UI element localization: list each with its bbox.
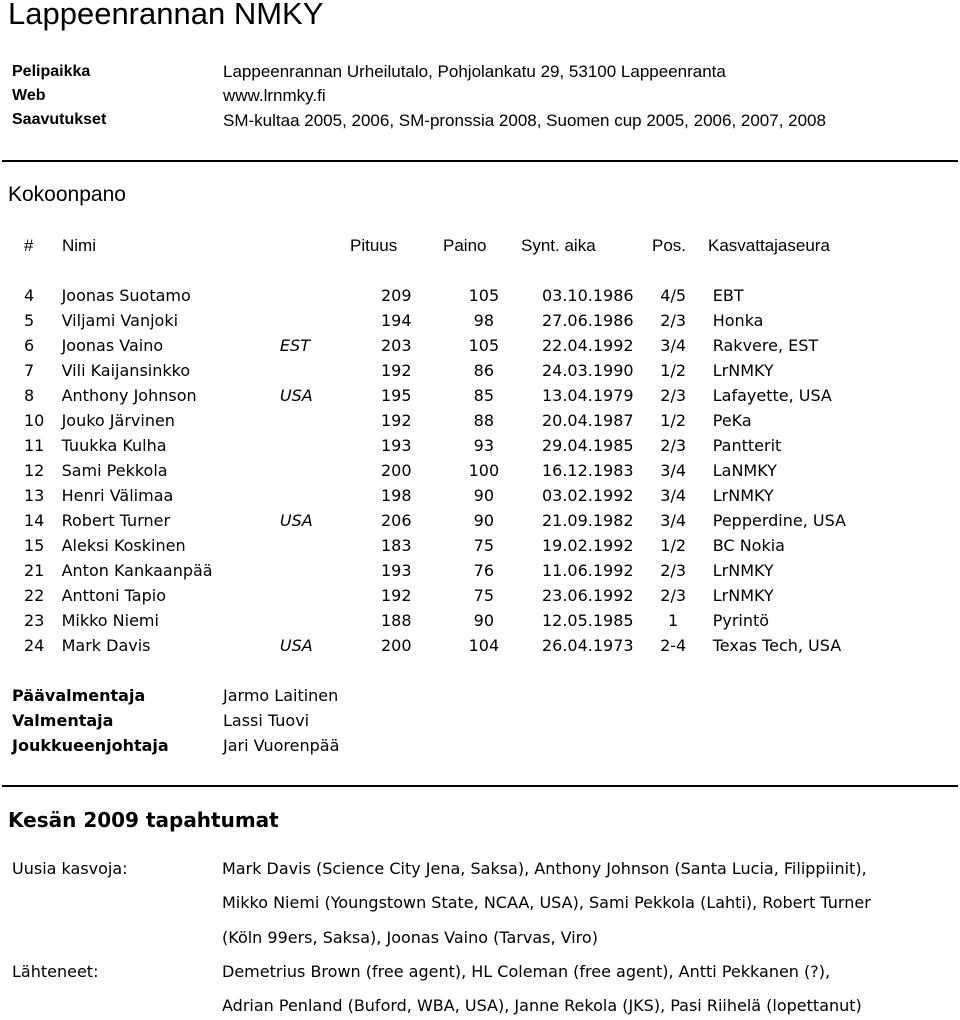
player-number: 8: [24, 386, 35, 405]
player-name: Anton Kankaanpää: [61, 561, 213, 580]
player-birthdate: 16.12.1983: [541, 461, 634, 480]
player-name: Tuukka Kulha: [61, 436, 167, 455]
player-name: Aleksi Koskinen: [61, 536, 186, 555]
player-weight: 93: [473, 436, 495, 455]
player-weight: 90: [473, 486, 495, 505]
player-height: 195: [380, 386, 412, 405]
staff-label-coach: Valmentaja: [12, 711, 114, 730]
player-weight: 86: [473, 361, 495, 380]
player-birthdate: 22.04.1992: [541, 336, 634, 355]
table-row: [0, 508, 960, 533]
departed-players-line: Demetrius Brown (free agent), HL Coleman (free agent), Antti Pekkanen (?),: [222, 962, 831, 981]
player-number: 4: [24, 286, 35, 305]
player-home-club: Lafayette, USA: [712, 386, 832, 405]
player-nationality: USA: [279, 386, 313, 405]
header-height: Pituus: [350, 236, 398, 255]
player-number: 6: [24, 336, 35, 355]
player-number: 5: [24, 311, 35, 330]
player-birthdate: 29.04.1985: [541, 436, 634, 455]
player-nationality: [280, 358, 357, 383]
player-birthdate: 11.06.1992: [541, 561, 634, 580]
player-nationality: [280, 433, 357, 458]
player-weight: 98: [473, 311, 495, 330]
player-weight: 76: [473, 561, 495, 580]
info-label-web: Web: [12, 87, 46, 104]
table-row: [0, 333, 960, 358]
header-name: Nimi: [62, 236, 96, 255]
player-position: 2/3: [660, 561, 687, 580]
table-row: [0, 483, 960, 508]
player-home-club: Pantterit: [712, 436, 782, 455]
player-home-club: Pyrintö: [712, 611, 770, 630]
player-weight: 105: [468, 286, 500, 305]
header-position: Pos.: [652, 236, 687, 255]
player-position: 1/2: [660, 361, 687, 380]
player-height: 192: [380, 361, 412, 380]
player-position: 2-4: [660, 636, 687, 655]
player-nationality: [280, 533, 357, 558]
player-position: 3/4: [660, 486, 687, 505]
table-row: [0, 558, 960, 583]
player-height: 188: [380, 611, 412, 630]
player-name: Viljami Vanjoki: [61, 311, 179, 330]
header-number: #: [24, 236, 34, 255]
player-weight: 75: [473, 586, 495, 605]
player-birthdate: 27.06.1986: [541, 311, 634, 330]
player-height: 200: [380, 461, 412, 480]
table-row: [0, 608, 960, 633]
departed-players-label: Lähteneet:: [12, 962, 99, 981]
player-name: Robert Turner: [61, 511, 171, 530]
header-home-club: Kasvattajaseura: [708, 236, 830, 255]
player-nationality: [280, 283, 357, 308]
player-home-club: EBT: [712, 286, 744, 305]
info-label-achievements: Saavutukset: [12, 111, 107, 128]
player-home-club: PeKa: [712, 411, 752, 430]
roster-section-heading: Kokoonpano: [8, 183, 126, 206]
player-home-club: LrNMKY: [712, 486, 774, 505]
player-number: 7: [24, 361, 35, 380]
new-players-line: (Köln 99ers, Saksa), Joonas Vaino (Tarvas, Viro): [222, 928, 598, 947]
player-position: 2/3: [660, 586, 687, 605]
player-position: 1/2: [660, 411, 687, 430]
table-row: [0, 283, 960, 308]
player-height: 193: [380, 561, 412, 580]
player-number: 13: [24, 486, 45, 505]
player-nationality: [280, 408, 357, 433]
info-value-venue: Lappeenrannan Urheilutalo, Pohjolankatu 29, 53100 Lappeenranta: [223, 62, 726, 81]
page-title: Lappeenrannan NMKY: [8, 0, 324, 31]
player-number: 21: [24, 561, 45, 580]
table-row: [0, 358, 960, 383]
departed-players-line: Adrian Penland (Buford, WBA, USA), Janne Rekola (JKS), Pasi Riihelä (lopettanut): [222, 996, 862, 1015]
player-height: 192: [380, 411, 412, 430]
table-row: [0, 533, 960, 558]
player-number: 22: [24, 586, 45, 605]
player-name: Jouko Järvinen: [61, 411, 175, 430]
player-home-club: Rakvere, EST: [712, 336, 819, 355]
new-players-label: Uusia kasvoja:: [12, 859, 128, 878]
player-weight: 100: [468, 461, 500, 480]
player-position: 3/4: [660, 511, 687, 530]
staff-label-head-coach: Päävalmentaja: [12, 686, 146, 705]
player-nationality: [280, 608, 357, 633]
info-label-venue: Pelipaikka: [12, 63, 91, 80]
staff-value-team-manager: Jari Vuorenpää: [223, 736, 340, 755]
staff-value-head-coach: Jarmo Laitinen: [223, 686, 339, 705]
player-birthdate: 24.03.1990: [541, 361, 634, 380]
player-name: Vili Kaijansinkko: [61, 361, 191, 380]
player-weight: 105: [468, 336, 500, 355]
player-height: 192: [380, 586, 412, 605]
events-section-heading: Kesän 2009 tapahtumat: [8, 808, 279, 832]
player-name: Joonas Suotamo: [61, 286, 191, 305]
player-home-club: Texas Tech, USA: [712, 636, 842, 655]
player-name: Henri Välimaa: [61, 486, 174, 505]
player-home-club: LaNMKY: [712, 461, 777, 480]
player-height: 203: [380, 336, 412, 355]
player-name: Mikko Niemi: [61, 611, 159, 630]
table-row: [0, 583, 960, 608]
player-number: 15: [24, 536, 45, 555]
player-position: 1/2: [660, 536, 687, 555]
info-value-achievements: SM-kultaa 2005, 2006, SM-pronssia 2008, Suomen cup 2005, 2006, 2007, 2008: [223, 111, 826, 130]
player-birthdate: 03.02.1992: [541, 486, 634, 505]
player-number: 23: [24, 611, 45, 630]
player-weight: 85: [473, 386, 495, 405]
player-position: 2/3: [660, 311, 687, 330]
player-number: 12: [24, 461, 45, 480]
player-height: 198: [380, 486, 412, 505]
player-home-club: LrNMKY: [712, 561, 774, 580]
player-birthdate: 20.04.1987: [541, 411, 634, 430]
player-name: Anthony Johnson: [61, 386, 197, 405]
table-row: [0, 383, 960, 408]
player-height: 200: [380, 636, 412, 655]
player-birthdate: 19.02.1992: [541, 536, 634, 555]
player-birthdate: 12.05.1985: [541, 611, 634, 630]
player-position: 4/5: [660, 286, 687, 305]
roster-body: [0, 283, 960, 658]
player-position: 2/3: [660, 436, 687, 455]
divider: [2, 785, 958, 787]
player-birthdate: 26.04.1973: [541, 636, 634, 655]
player-position: 1: [668, 611, 679, 630]
player-name: Mark Davis: [61, 636, 151, 655]
roster-table: [0, 283, 960, 658]
table-row: [0, 308, 960, 333]
player-weight: 90: [473, 511, 495, 530]
new-players-line: Mikko Niemi (Youngstown State, NCAA, USA), Sami Pekkola (Lahti), Robert Turner: [222, 893, 871, 912]
player-nationality: [280, 483, 357, 508]
player-position: 3/4: [660, 461, 687, 480]
player-height: 183: [380, 536, 412, 555]
player-height: 194: [380, 311, 412, 330]
player-birthdate: 13.04.1979: [541, 386, 634, 405]
player-home-club: BC Nokia: [712, 536, 785, 555]
player-position: 2/3: [660, 386, 687, 405]
player-home-club: Pepperdine, USA: [712, 511, 846, 530]
player-nationality: [280, 583, 357, 608]
table-row: [0, 458, 960, 483]
player-position: 3/4: [660, 336, 687, 355]
player-birthdate: 03.10.1986: [541, 286, 634, 305]
player-nationality: EST: [279, 336, 310, 355]
player-height: 193: [380, 436, 412, 455]
player-nationality: [280, 558, 357, 583]
player-number: 11: [24, 436, 45, 455]
table-row: [0, 633, 960, 658]
player-nationality: USA: [279, 636, 313, 655]
player-number: 24: [24, 636, 45, 655]
player-name: Anttoni Tapio: [61, 586, 166, 605]
staff-value-coach: Lassi Tuovi: [223, 711, 310, 730]
player-home-club: LrNMKY: [712, 361, 774, 380]
player-birthdate: 23.06.1992: [541, 586, 634, 605]
player-name: Sami Pekkola: [61, 461, 168, 480]
divider: [2, 160, 958, 162]
player-height: 209: [380, 286, 412, 305]
player-number: 10: [24, 411, 45, 430]
new-players-line: Mark Davis (Science City Jena, Saksa), Anthony Johnson (Santa Lucia, Filippiinit),: [222, 859, 867, 878]
player-nationality: [280, 308, 357, 333]
table-row: [0, 408, 960, 433]
header-weight: Paino: [443, 236, 487, 255]
player-home-club: Honka: [712, 311, 764, 330]
player-weight: 88: [473, 411, 495, 430]
player-home-club: LrNMKY: [712, 586, 774, 605]
player-number: 14: [24, 511, 45, 530]
player-birthdate: 21.09.1982: [541, 511, 634, 530]
player-height: 206: [380, 511, 412, 530]
player-name: Joonas Vaino: [61, 336, 164, 355]
header-birthdate: Synt. aika: [521, 236, 596, 255]
player-weight: 75: [473, 536, 495, 555]
player-nationality: [280, 458, 357, 483]
player-nationality: USA: [279, 511, 313, 530]
staff-label-team-manager: Joukkueenjohtaja: [12, 736, 169, 755]
info-value-web-link[interactable]: www.lrnmky.fi: [223, 86, 326, 105]
player-weight: 104: [468, 636, 500, 655]
table-row: [0, 433, 960, 458]
player-weight: 90: [473, 611, 495, 630]
